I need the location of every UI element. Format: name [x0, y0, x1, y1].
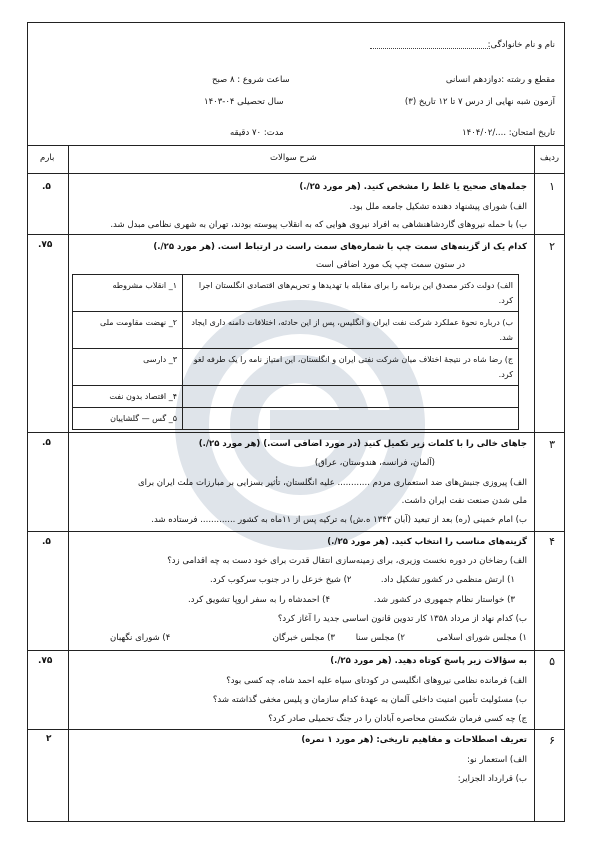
table-row: [73, 386, 519, 408]
q3-score: .۵: [42, 438, 51, 448]
match-left: ۲_ نهضت مقاومت ملی: [73, 312, 183, 349]
q4-a-option: ۱) ارتش منظمی در کشور تشکیل داد.: [380, 575, 515, 585]
q3-words: (آلمان، فرانسه، هندوستان، عراق): [314, 458, 435, 468]
start-time: ساعت شروع : ۸ صبح: [212, 75, 290, 85]
row-divider: [27, 650, 565, 651]
q3-b: ب) امام خمینی (ره) بعد از تبعید (آبان ۱۳۴۳ ه.ش) به ترکیه پس از ۱۱ماه به کشور ............. فرستاده شد.: [151, 515, 527, 525]
grade-field: مقطع و رشته :دوازدهم انسانی: [445, 75, 555, 85]
row-divider: [27, 432, 565, 433]
match-right: الف) دولت دکتر مصدق این برنامه را برای مقابله با تهدیدها و تحریم‌های اقتصادی انگلستان اجرا کرد.: [183, 275, 519, 312]
q1-b: ب) با حمله نیروهای گاردشاهنشاهی به افراد نیروی هوایی که به انقلاب پیوسته بودند، تهران به شهری نظامی مبدل شد.: [110, 220, 527, 230]
match-left: ۳_ دارسی: [73, 349, 183, 386]
row-column-line: [534, 145, 535, 822]
q2-score: .۷۵: [38, 240, 53, 250]
match-right: ب) درباره نحوهٔ عملکرد شرکت نفت ایران و انگلیس، پس از این حادثه، اختلافات دامنه داری ایجاد شد.: [183, 312, 519, 349]
row-divider: [27, 729, 565, 730]
exam-title: آزمون شبه نهایی از درس ۷ تا ۱۲ تاریخ (۳): [404, 97, 555, 107]
col-row: ردیف: [539, 153, 559, 163]
q4-score: .۵: [42, 537, 51, 547]
q1-title: جمله‌های صحیح یا غلط را مشخص کنید. (هر مورد ۲۵/.): [299, 182, 527, 192]
q5-a: الف) فرمانده نظامی نیروهای انگلیسی در کودتای سیاه علیه احمد شاه، چه کسی بود؟: [226, 676, 527, 686]
header-divider: [27, 145, 565, 146]
q6-number: ۶: [549, 734, 555, 747]
column-header-divider: [27, 173, 565, 174]
q2-title: کدام یک از گزینه‌های سمت چپ با شماره‌های سمت راست در ارتباط است. (هر مورد ۲۵/.): [153, 242, 527, 252]
matching-table: [72, 274, 519, 430]
q2-subtitle: در ستون سمت چپ یک مورد اضافی است: [315, 260, 465, 270]
match-right: [183, 408, 519, 430]
q4-b-option: ۳) مجلس خبرگان: [272, 633, 335, 643]
row-divider: [27, 234, 565, 235]
q3-number: ۳: [549, 438, 555, 451]
match-left: ۱_ انقلاب مشروطه: [73, 275, 183, 312]
table-row: [73, 349, 519, 386]
q1-a: الف) شورای پیشنهاد دهنده تشکیل جامعه ملل بود.: [349, 202, 527, 212]
q4-a-option: ۴) احمدشاه را به سفر اروپا تشویق کرد.: [188, 595, 331, 605]
q1-score: .۵: [42, 182, 51, 192]
col-questions: شرح سوالات: [270, 153, 317, 163]
q4-b-option: ۲) مجلس سنا: [355, 633, 405, 643]
match-left: ۴_ اقتصاد بدون نفت: [73, 386, 183, 408]
table-row: [73, 408, 519, 430]
name-dots: [370, 48, 490, 49]
q5-number: ۵: [549, 655, 555, 668]
score-column-line: [68, 145, 69, 822]
q3-a-line2: ملی شدن صنعت نفت ایران داشت.: [401, 496, 527, 506]
table-row: [73, 275, 519, 312]
match-right: [183, 386, 519, 408]
q5-c: ج) چه کسی فرمان شکستن محاصره آبادان را در جنگ تحمیلی صادر کرد؟: [268, 714, 527, 724]
q4-a: الف) رضاخان در دوره نخست وزیری، برای زمینه‌سازی انتقال قدرت برای خود دست به چه اقدامی زد؟: [167, 556, 527, 566]
duration: مدت: ۷۰ دقیقه: [230, 128, 284, 138]
table-row: [73, 312, 519, 349]
exam-date: تاریخ امتحان: ..../۱۴۰۴/۰۲: [462, 128, 555, 138]
q4-b-option: ۱) مجلس شورای اسلامی: [436, 633, 527, 643]
q4-title: گزینه‌های مناسب را انتخاب کنید. (هر مورد ۲۵/.): [327, 537, 527, 547]
q1-number: ۱: [549, 180, 555, 193]
q5-title: به سؤالات زیر پاسخ کوتاه دهید. (هر مورد ۲۵/.): [330, 656, 527, 666]
match-right: ج) رضا شاه در نتیجهٔ اختلاف میان شرکت نفتی ایران و انگلستان، این امتیاز نامه را یک طرفه لغو کرد.: [183, 349, 519, 386]
q4-number: ۴: [549, 535, 555, 548]
q4-a-option: ۲) شیخ خزعل را در جنوب سرکوب کرد.: [210, 575, 352, 585]
q2-number: ۲: [549, 240, 555, 253]
q4-b: ب) کدام نهاد از مرداد ۱۳۵۸ کار تدوین قانون اساسی جدید را آغاز کرد؟: [277, 614, 527, 624]
q6-a: الف) استعمار نو:: [467, 755, 527, 765]
q6-b: ب) قرارداد الجزایر:: [457, 774, 527, 784]
q3-title: جاهای خالی را با کلمات زیر تکمیل کنید (در مورد اضافی است.) (هر مورد ۲۵/.): [198, 439, 527, 449]
school-year: سال تحصیلی ۰۴-۱۴۰۳: [204, 97, 284, 107]
q5-b: ب) مسئولیت تأمین امنیت داخلی آلمان به عهدهٔ کدام سازمان و پلیس مخفی گذاشته شد؟: [212, 695, 527, 705]
col-score: بارم: [40, 153, 55, 163]
q6-title: تعریف اصطلاحات و مفاهیم تاریخی: (هر مورد ۱ نمره): [301, 735, 527, 745]
row-divider: [27, 531, 565, 532]
q4-b-option: ۴) شورای نگهبان: [110, 633, 171, 643]
q5-score: .۷۵: [38, 656, 53, 666]
q4-a-option: ۳) خواستار نظام جمهوری در کشور شد.: [373, 595, 515, 605]
q6-score: ۲: [46, 734, 52, 744]
q3-a-line1: الف) پیروزی جنبش‌های ضد استعماری مردم ............ علیه انگلستان، تأثیر بسزایی بر مبارزات ملت ایران برای: [138, 478, 527, 488]
match-left: ۵_ گس — گلشاییان: [73, 408, 183, 430]
name-label: نام و نام خانوادگی:: [487, 40, 555, 50]
